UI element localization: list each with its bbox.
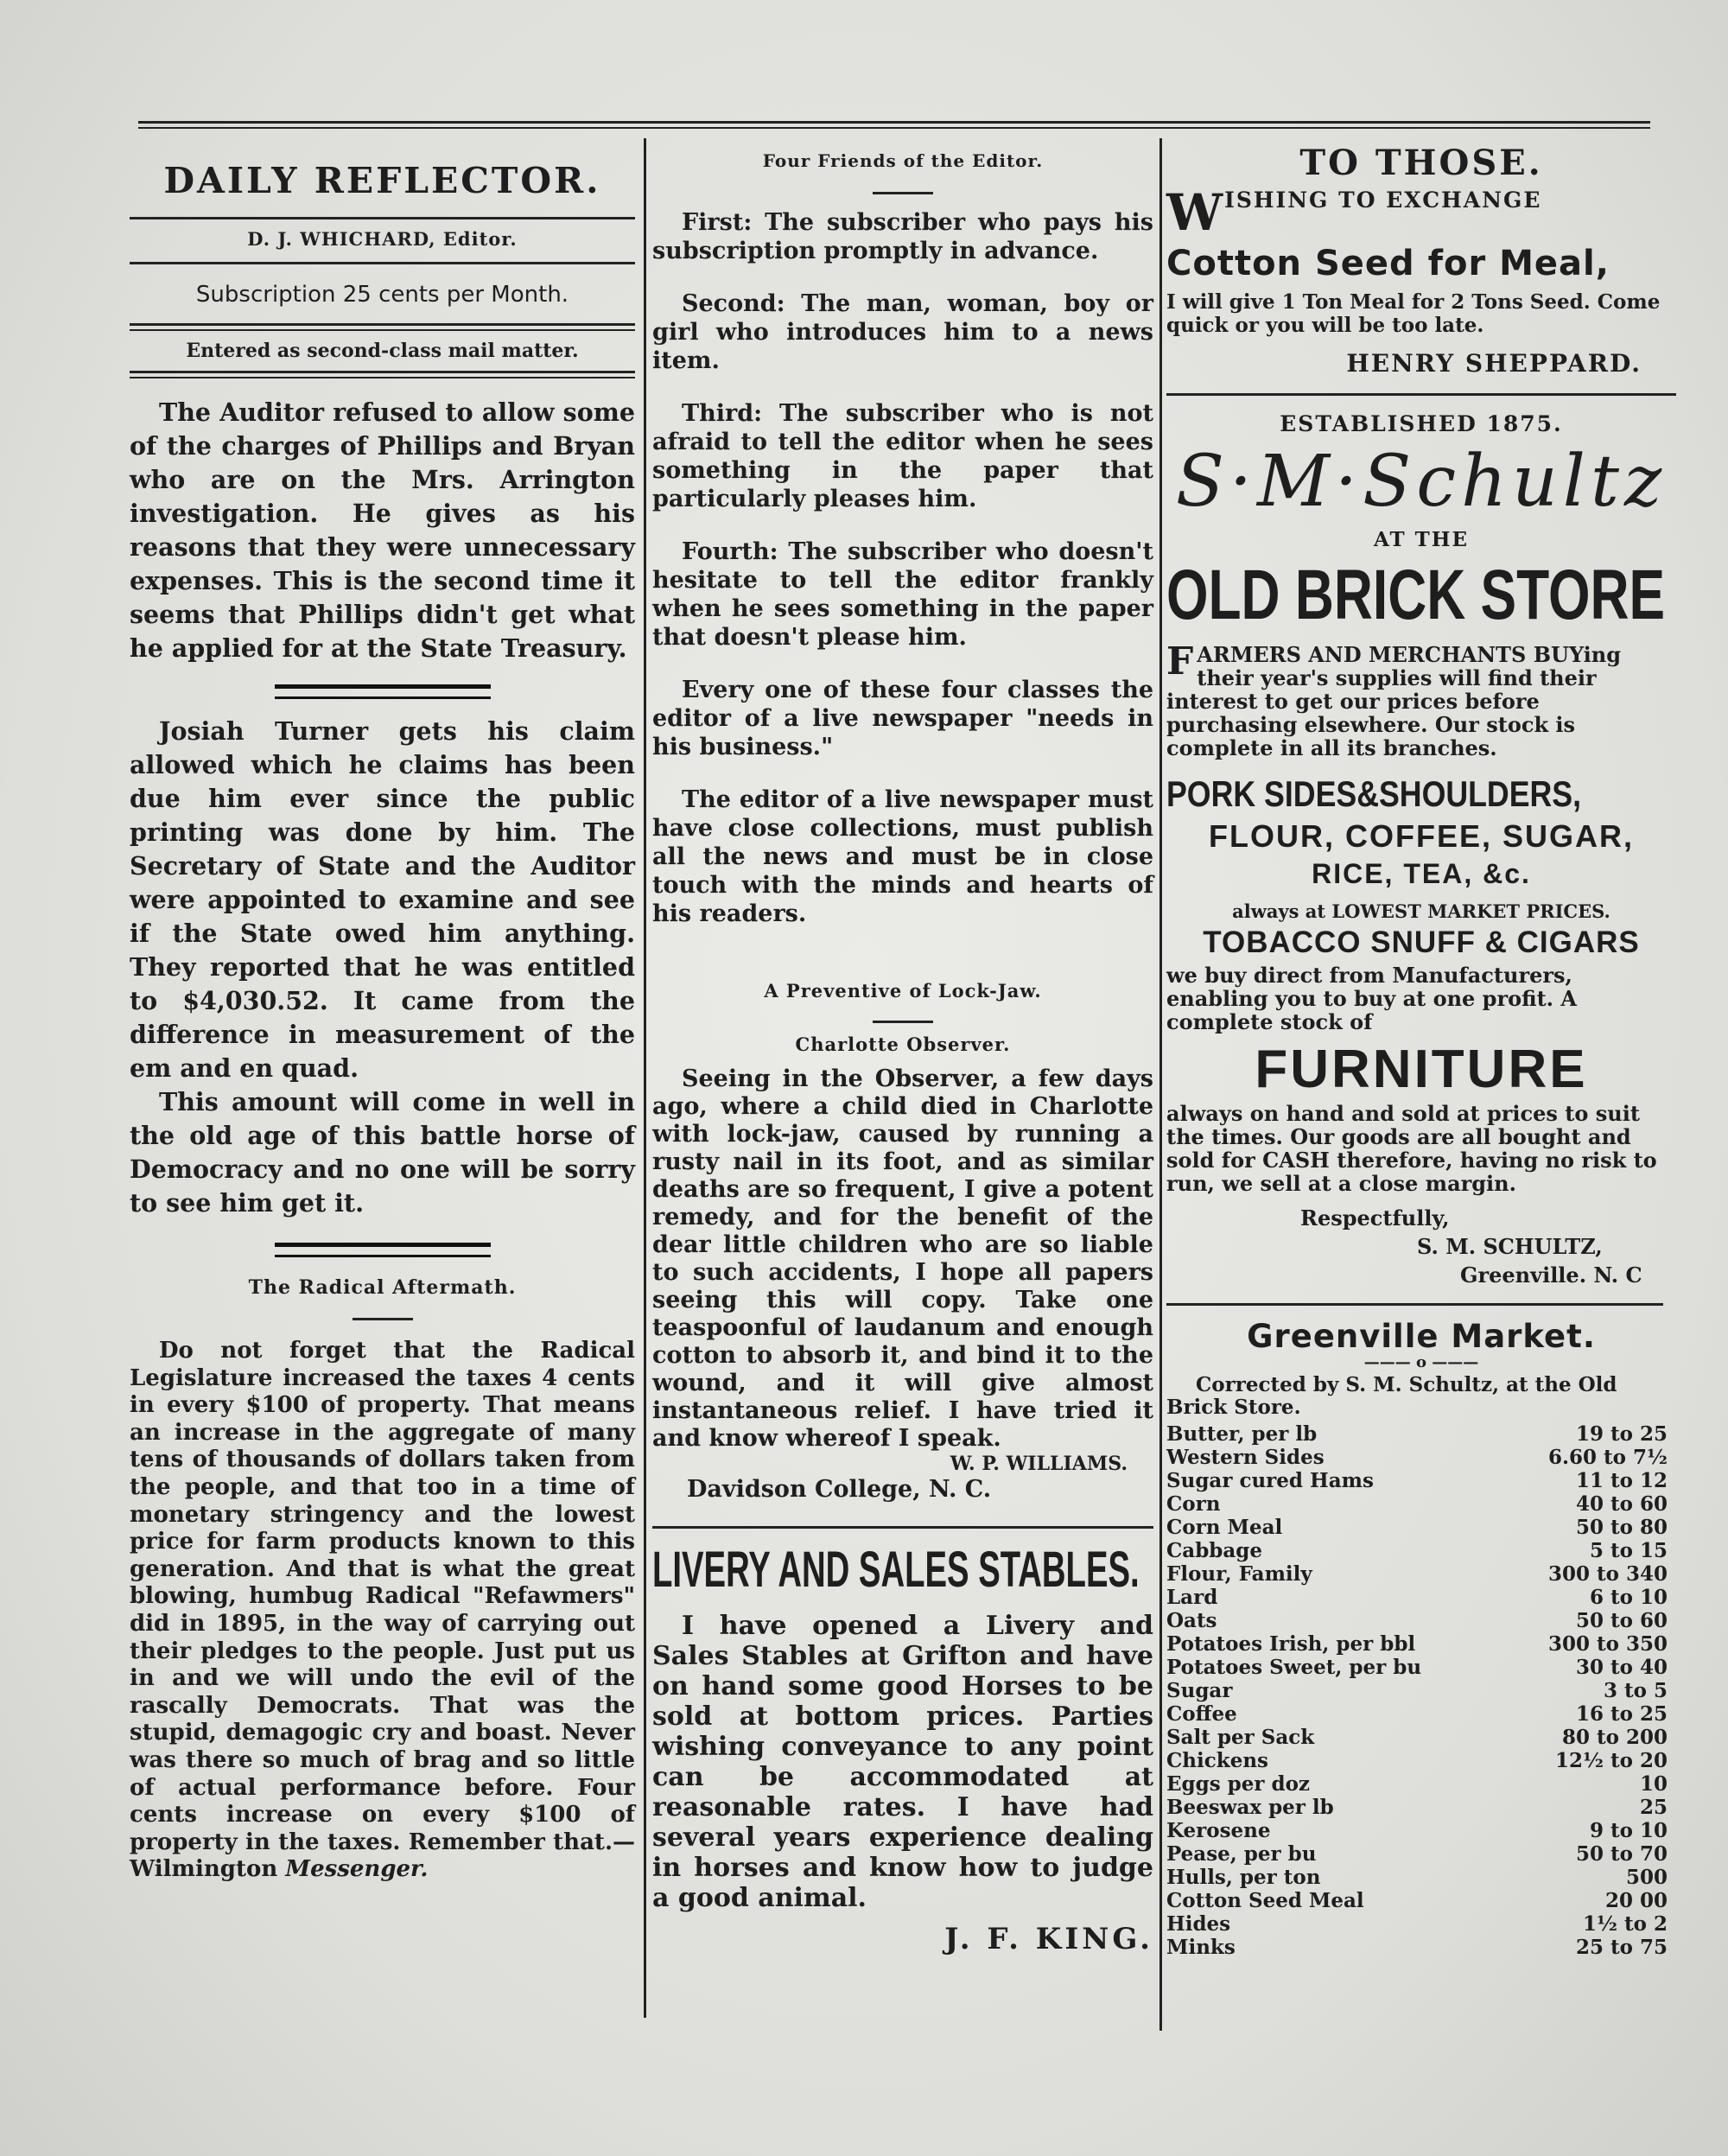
market-row <box>1166 1446 1668 1469</box>
market-price: 5 to 15 <box>1590 1539 1668 1562</box>
schultz-farmers <box>1166 639 1676 760</box>
market-item: Minks <box>1166 1936 1236 1959</box>
market-price: 300 to 340 <box>1548 1562 1668 1586</box>
market-price: 3 to 5 <box>1604 1679 1668 1702</box>
market-row <box>1166 1422 1668 1446</box>
market-item: Chickens <box>1166 1749 1269 1772</box>
market-price: 19 to 25 <box>1576 1422 1668 1446</box>
column-left <box>130 156 635 1884</box>
friends-heading: Four Friends of the Editor. <box>762 150 1044 171</box>
schultz-terms: always on hand and sold at prices to suit the times. Our goods are all bought and sold for CASH therefore, having no risk to run, we sell at a close margin. <box>1166 1101 1657 1196</box>
market-row <box>1166 1562 1668 1586</box>
schultz-farmers-text: ARMERS AND MERCHANTS BUYing their year's supplies will find their interest to get our prices before purchasing elsewhere. Our stock is complete in all its branches. <box>1166 642 1621 760</box>
article-separator <box>275 1243 491 1257</box>
market-price: 25 to 75 <box>1576 1936 1668 1959</box>
friend-second: Second: The man, woman, boy or girl who introduces him to a news item. <box>652 290 1153 374</box>
market-row <box>1166 1679 1668 1702</box>
market-item: Coffee <box>1166 1702 1237 1726</box>
radical-heading: The Radical Aftermath. <box>248 1276 517 1299</box>
heading-dash <box>353 1318 413 1320</box>
column-divider-2 <box>1159 138 1162 2031</box>
column-middle <box>652 147 1153 1956</box>
livery-signature: J. F. KING. <box>944 1922 1153 1956</box>
market-o-mark: ——— o ——— <box>1363 1353 1479 1371</box>
market-row <box>1166 1469 1668 1492</box>
market-price: 50 to 70 <box>1576 1842 1668 1866</box>
schultz-pork: PORK SIDES&SHOULDERS, <box>1166 773 1582 814</box>
top-rule-thin <box>138 127 1650 129</box>
market-price: 40 to 60 <box>1576 1492 1668 1516</box>
market-item: Hides <box>1166 1912 1231 1936</box>
market-item: Corn Meal <box>1166 1516 1283 1539</box>
market-row <box>1166 1492 1668 1516</box>
market-item: Flour, Family <box>1166 1562 1312 1586</box>
market-price: 1½ to 2 <box>1583 1912 1668 1936</box>
friend-fourth: Fourth: The subscriber who doesn't hesitate to tell the editor frankly when he sees something in the paper that doesn't please him. <box>652 538 1153 651</box>
market-o: o <box>1415 1353 1426 1371</box>
market-item: Corn <box>1166 1492 1221 1516</box>
heading-dash <box>873 1021 933 1023</box>
market-price: 80 to 200 <box>1562 1726 1668 1749</box>
lockjaw-signature: W. P. WILLIAMS. <box>950 1453 1128 1475</box>
market-item: Cabbage <box>1166 1539 1262 1562</box>
exchange-wishing <box>1166 183 1676 242</box>
masthead-rule <box>130 217 635 219</box>
schultz-name: S·M·Schultz <box>1175 441 1668 523</box>
market-item: Western Sides <box>1166 1446 1325 1469</box>
turner-article-continued: This amount will come in well in the old age of this battle horse of Democracy and no one will be sorry to see him get it. <box>130 1087 635 1218</box>
market-row <box>1166 1586 1668 1609</box>
lockjaw-heading: A Preventive of Lock-Jaw. <box>764 980 1042 1002</box>
radical-article <box>130 1338 635 1884</box>
schultz-established: ESTABLISHED 1875. <box>1280 411 1563 436</box>
friends-summary: Every one of these four classes the editor of a live newspaper "needs in his business." <box>652 677 1153 760</box>
exchange-signature: HENRY SHEPPARD. <box>1346 349 1642 378</box>
entered-line: Entered as second-class mail matter. <box>186 340 579 362</box>
market-price: 16 to 25 <box>1576 1702 1668 1726</box>
market-price: 500 <box>1625 1866 1668 1889</box>
masthead-title: DAILY REFLECTOR. <box>163 160 601 201</box>
market-corrected: Corrected by S. M. Schultz, at the Old Brick Store. <box>1166 1373 1617 1419</box>
market-price: 50 to 60 <box>1576 1609 1668 1632</box>
market-row <box>1166 1819 1668 1842</box>
schultz-direct: we buy direct from Manufacturers, enabling you to buy at one profit. A complete stock of <box>1166 963 1577 1034</box>
market-price: 30 to 40 <box>1576 1656 1668 1679</box>
schultz-at-the: AT THE <box>1373 528 1470 551</box>
market-row <box>1166 1539 1668 1562</box>
market-price: 12½ to 20 <box>1555 1749 1668 1772</box>
market-row <box>1166 1936 1668 1959</box>
schultz-flour: FLOUR, COFFEE, SUGAR, <box>1209 818 1634 854</box>
turner-article: Josiah Turner gets his claim allowed which he claims has been due him ever since the public printing was done by him. The Secretary of State and the Auditor were appointed to examine and see if the State owed him anything. They reported that he was entitled to $4,030.52. It came from the difference in measurement of the em and en quad. <box>130 716 635 1083</box>
market-table <box>1166 1422 1676 1959</box>
market-price: 6 to 10 <box>1590 1586 1668 1609</box>
market-item: Sugar <box>1166 1679 1233 1702</box>
market-row <box>1166 1796 1668 1819</box>
market-item: Beeswax per lb <box>1166 1796 1334 1819</box>
market-row <box>1166 1772 1668 1796</box>
market-price: 6.60 to 7½ <box>1548 1446 1668 1469</box>
market-item: Eggs per doz <box>1166 1772 1310 1796</box>
exchange-title: TO THOSE. <box>1299 143 1543 183</box>
subscription-rule <box>130 323 635 331</box>
column-right <box>1166 143 1676 1959</box>
market-item: Hulls, per ton <box>1166 1866 1321 1889</box>
column-divider-1 <box>644 138 646 2018</box>
editor-line: D. J. WHICHARD, Editor. <box>247 228 518 250</box>
market-item: Potatoes Irish, per bbl <box>1166 1632 1416 1656</box>
schultz-rice: RICE, TEA, &c. <box>1312 858 1531 889</box>
schultz-tobacco: TOBACCO SNUFF & CIGARS <box>1203 925 1640 959</box>
market-price: 50 to 80 <box>1576 1516 1668 1539</box>
schultz-place: Greenville. N. C <box>1460 1262 1642 1288</box>
radical-article-body: Do not forget that the Radical Legislature increased the taxes 4 cents in every $100 of property. That means an increase in the aggregate of many tens of thousands of dollars taken from the people, and that too in a time of monetary stringency and the lowest price for farm products known to this generation. And that is what the great blowing, humbug Radical "Refawmers" did in 1895, in the way of carrying out their pledges to the people. Just put us in and we will undo the evil of the rascally Democrats. That was the stupid, demagogic cry and boast. Never was there so much of brag and so little of actual performance before. Four cents increase on every $100 of property in the taxes. Remember that.—Wilmington <box>130 1338 635 1883</box>
schultz-lowest-prices: always at LOWEST MARKET PRICES. <box>1232 900 1610 922</box>
market-price: 10 <box>1639 1772 1668 1796</box>
schultz-furniture: FURNITURE <box>1255 1040 1588 1099</box>
top-rule <box>138 121 1650 124</box>
schultz-respectfully: Respectfully, <box>1300 1205 1450 1231</box>
market-item: Salt per Sack <box>1166 1726 1315 1749</box>
radical-article-source: Messenger. <box>285 1856 429 1883</box>
livery-rule <box>652 1526 1153 1529</box>
exchange-cotton: Cotton Seed for Meal, <box>1166 244 1610 283</box>
market-item: Kerosene <box>1166 1819 1271 1842</box>
market-row <box>1166 1842 1668 1866</box>
exchange-offer: I will give 1 Ton Meal for 2 Tons Seed. Come quick or you will be too late. <box>1166 290 1661 337</box>
livery-body: I have opened a Livery and Sales Stables at Grifton and have on hand some good Horses to be sold at bottom prices. Parties wishing conveyance to any point can be accommodated at reasonable rates. I have had several years experience dealing in horses and know how to judge a good animal. <box>652 1611 1153 1913</box>
market-row <box>1166 1866 1668 1889</box>
lockjaw-article: Seeing in the Observer, a few days ago, where a child died in Charlotte with lock-jaw, caused by running a rusty nail in its foot, and as similar deaths are so frequent, I give a potent remedy, and for the benefit of the dear little children who are so liable to such accidents, I hope all papers seeing this will copy. Take one teaspoonful of laudanum and enough cotton to absorb it, and bind it to the wound, and it will give almost instantaneous relief. I have tried it and know whereof I speak. <box>652 1065 1153 1452</box>
market-price: 300 to 350 <box>1548 1632 1668 1656</box>
market-price: 11 to 12 <box>1576 1469 1668 1492</box>
exchange-initial: W <box>1166 183 1225 242</box>
friends-closing: The editor of a live newspaper must have close collections, must publish all the news and must be in close touch with the minds and hearts of his readers. <box>652 786 1153 927</box>
market-row <box>1166 1632 1668 1656</box>
lockjaw-source: Charlotte Observer. <box>795 1033 1011 1055</box>
market-item: Cotton Seed Meal <box>1166 1889 1364 1912</box>
schultz-store-name: OLD BRICK STORE <box>1166 556 1666 634</box>
exchange-rule <box>1166 393 1676 396</box>
schultz-farmers-initial: F <box>1166 639 1194 684</box>
market-row <box>1166 1889 1668 1912</box>
market-item: Oats <box>1166 1609 1217 1632</box>
market-item: Sugar cured Hams <box>1166 1469 1374 1492</box>
market-title: Greenville Market. <box>1247 1318 1596 1355</box>
friend-third: Third: The subscriber who is not afraid to tell the editor when he sees something in the paper that particularly pleases him. <box>652 400 1153 512</box>
auditor-article: The Auditor refused to allow some of the charges of Phillips and Bryan who are on the Mrs. Arrington investigation. He gives as his reasons that they were unnecessary expenses. This is the second time it seems that Phillips didn't get what he applied for at the State Treasury. <box>130 397 635 663</box>
market-row <box>1166 1726 1668 1749</box>
market-price: 25 <box>1639 1796 1668 1819</box>
livery-title: LIVERY AND SALES STABLES. <box>652 1542 1140 1598</box>
market-item: Pease, per bu <box>1166 1842 1317 1866</box>
market-row <box>1166 1702 1668 1726</box>
market-row <box>1166 1912 1668 1936</box>
market-item: Butter, per lb <box>1166 1422 1318 1446</box>
market-row <box>1166 1609 1668 1632</box>
friend-first: First: The subscriber who pays his subscription promptly in advance. <box>652 209 1153 264</box>
market-price: 20 00 <box>1604 1889 1668 1912</box>
market-row <box>1166 1656 1668 1679</box>
market-item: Lard <box>1166 1586 1218 1609</box>
market-price: 9 to 10 <box>1590 1819 1668 1842</box>
heading-dash <box>873 192 933 194</box>
exchange-wishing-rest: ISHING TO EXCHANGE <box>1224 188 1542 213</box>
subscription-line: Subscription 25 cents per Month. <box>195 282 569 308</box>
schultz-signature: S. M. SCHULTZ, <box>1417 1234 1603 1259</box>
lockjaw-place: Davidson College, N. C. <box>687 1476 992 1503</box>
market-row <box>1166 1749 1668 1772</box>
market-item: Potatoes Sweet, per bu <box>1166 1656 1422 1679</box>
editor-rule <box>130 262 635 264</box>
market-row <box>1166 1516 1668 1539</box>
market-rule <box>1166 1303 1663 1306</box>
article-separator <box>275 684 491 699</box>
entered-rule <box>130 371 635 378</box>
